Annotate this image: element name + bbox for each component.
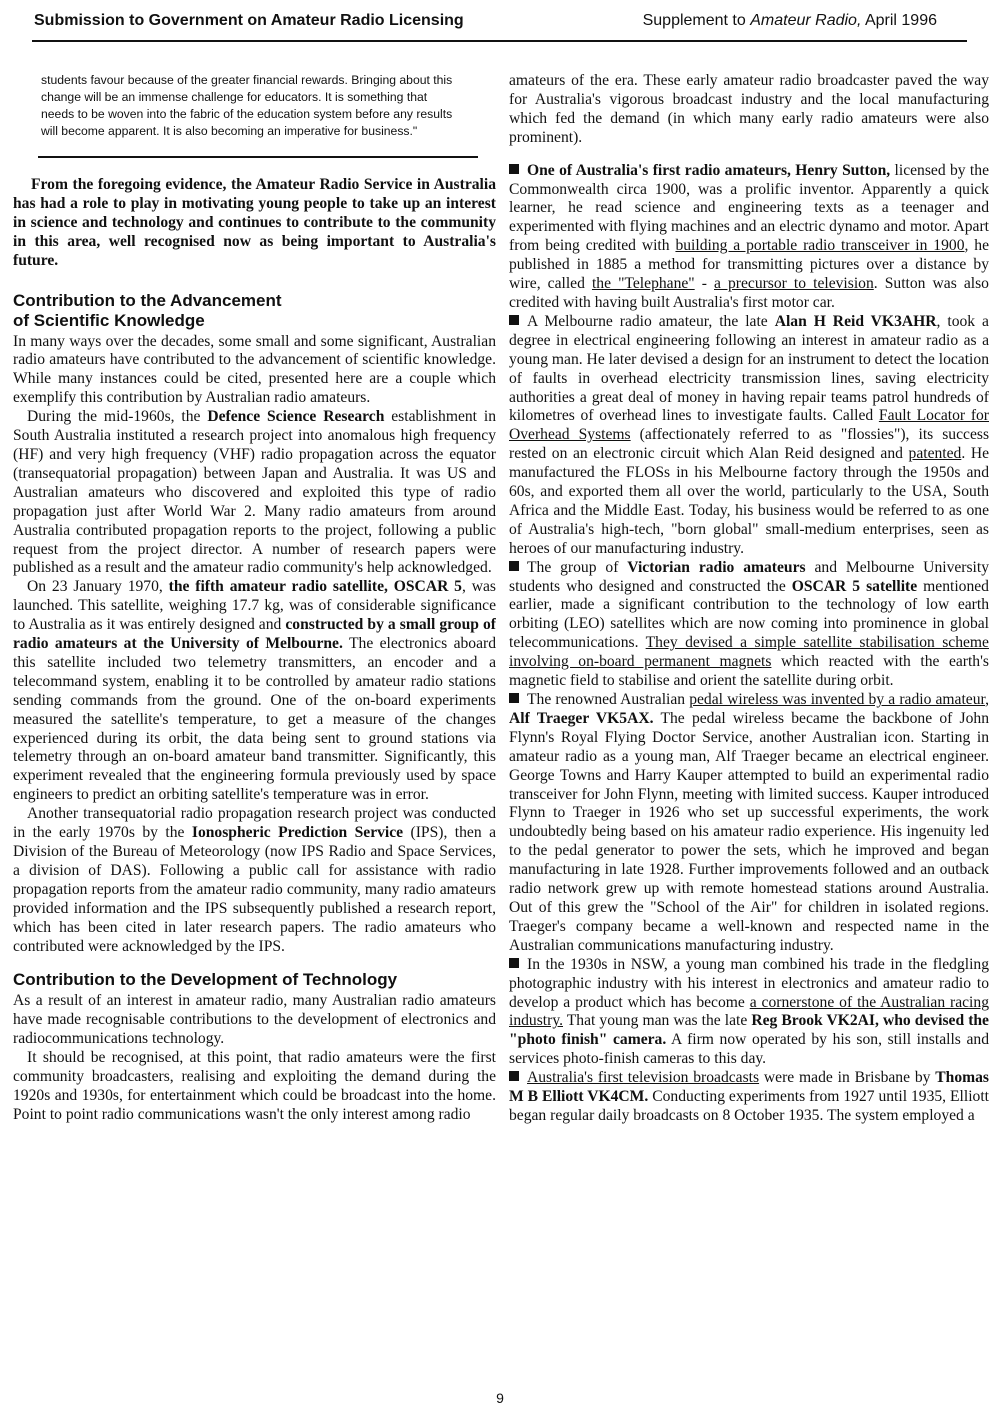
page-header <box>32 8 967 42</box>
bullet-paragraph: One of Australia's first radio amateurs, Henry Sutton, licensed by the Commonwealth circa 1900, was a prolific inventor. Apparently a quick learner, he read science and engineering texts as a teenager and experimented with flying machines and an electric dynamo and motor. Apart from being credited with building a portable radio transceiver in 1900, he published in 1885 a method for transmitting pictures over a distance by wire, called the "Telephane" - a precursor to television. Sutton was also credited with having built Australia's first motor car. <box>509 161 989 311</box>
header-publication: Supplement to Amateur Radio, April 1996 <box>642 12 937 29</box>
square-bullet-icon <box>509 958 519 968</box>
quote-block: students favour because of the greater financial rewards. Bringing about this change will be an immense challenge for educators. It is something that needs to be woven into the fabric of the education system before any results will become apparent. It is also becoming an imperative for business." <box>41 73 453 138</box>
square-bullet-icon <box>509 164 519 174</box>
right-column <box>509 72 989 1387</box>
lead-paragraph: From the foregoing evidence, the Amateur Radio Service in Australia has had a role to play in motivating young people to take up an interest in science and technology and continues to contribute to the community in this area, well recognised now as being important to Australia's future. <box>13 176 496 269</box>
bullet-paragraph: A Melbourne radio amateur, the late Alan H Reid VK3AHR, took a degree in electrical engineering following an interest in amateur radio as a young man. He later devised a design for an instrument to detect the location of faults in overhead electricity transmission lines, saving electricity authorities a great deal of money in having repair teams patrol hundreds of kilometres of overhead lines to investigate faults. Called Fault Locator for Overhead Systems (affectionately referred to as "flossies"), its success rested on an electronic circuit which Alan Reid designed and patented. He manufactured the FLOSs in his Melbourne factory through the 1950s and 60s, and exported them all over the world, particularly to the USA, South Africa and the Middle East. Today, his business would be referred to as one of Australia's high-tech, "born global" small-medium enterprises, seen as heroes of our manufacturing industry. <box>509 312 989 557</box>
header-title: Submission to Government on Amateur Radio Licensing <box>34 12 464 29</box>
bullet-paragraph: The group of Victorian radio amateurs and Melbourne University students who designed and constructed the OSCAR 5 satellite mentioned earlier, made a significant contribution to the technology of low earth orbiting (LEO) satellites which are now coming into prominence in global telecommunications. They devised a simple satellite stabilisation scheme involving on-board permanent magnets which reacted with the earth's magnetic field to stabilise and orient the satellite during orbit. <box>509 558 989 690</box>
divider-rule <box>38 156 478 158</box>
paragraph: Another transequatorial radio propagation research project was conducted in the early 1970s by the Ionospheric Prediction Service (IPS), then a Division of the Bureau of Meteorology (now IPS Radio and Space Services, a division of DAS). Following a public call for assistance with radio propagation reports from the amateur radio community, many radio amateurs provided information and the IPS subsequently published a research report, which has been cited in later research papers. The radio amateurs who contributed were acknowledged by the IPS. <box>13 805 496 955</box>
left-column <box>13 72 496 1387</box>
bullet-paragraph: Australia's first television broadcasts were made in Brisbane by Thomas M B Elliott VK4CM. Conducting experiments from 1927 until 1935, Elliott began regular daily broadcasts on 8 October 1935. The system employed a <box>509 1069 989 1124</box>
square-bullet-icon <box>509 315 519 325</box>
paragraph: On 23 January 1970, the fifth amateur radio satellite, OSCAR 5, was launched. This satellite, weighing 17.7 kg, was of considerable significance to Australia as it was entirely designed and constructed by a small group of radio amateurs at the University of Melbourne. The electronics aboard this satellite included two telemetry transmitters, an encoder and a telecommand system, enabling it to be controlled by amateur radio stations sending commands from the ground. One of the on-board experiments measured the satellite's temperature, to get a measure of the changes experienced during its orbit, the data being sent to ground stations via telemetry through an on-board amateur band transmitter. Significantly, this experiment revealed that the engineering formula previously used by space engineers to predict an orbiting satellite's temperature was in error. <box>13 578 496 804</box>
paragraph: It should be recognised, at this point, that radio amateurs were the first community broadcasters, realising and exploiting the demand during the 1920s and 1930s, for entertainment which could be broadcast into the home. Point to point radio communications wasn't the only interest among radio <box>13 1049 496 1123</box>
section-heading-scientific-knowledge: Contribution to the Advancement of Scientific Knowledge <box>13 290 282 330</box>
square-bullet-icon <box>509 561 519 571</box>
paragraph: amateurs of the era. These early amateur radio broadcaster paved the way for Australia's vigorous broadcast industry and the local manufacturing which fed the demand (in which many early radio amateurs were also prominent). <box>509 72 989 146</box>
page-number: 9 <box>496 1390 504 1406</box>
square-bullet-icon <box>509 693 519 703</box>
paragraph: As a result of an interest in amateur radio, many Australian radio amateurs have made recognisable contributions to the development of electronics and radiocommunications technology. <box>13 992 496 1048</box>
section-heading-technology: Contribution to the Development of Technology <box>13 970 398 990</box>
bullet-paragraph: In the 1930s in NSW, a young man combined his trade in the fledgling photographic industry with his interest in electronics and amateur radio to develop a product which has become a cornerstone of the Australian racing industry. That young man was the late Reg Brook VK2AI, who devised the "photo finish" camera. A firm now operated by his son, still installs and services photo-finish cameras to this day. <box>509 955 989 1068</box>
bullet-paragraph: The renowned Australian pedal wireless was invented by a radio amateur, Alf Traeger VK5AX. The pedal wireless became the backbone of John Flynn's Royal Flying Doctor Service, another Australian icon. Starting in amateur radio as a young man, Alf Traeger became an electrical engineer. George Towns and Harry Kauper attempted to build an experimental radio transceiver for John Flynn, meeting with limited success. Kauper introduced Flynn to Traeger in 1926 who set up successful experiments, the work undoubtedly being based on his amateur radio experience. His ingenuity led to the pedal generator to power the sets, which he improved and began manufacturing in late 1928. Further improvements followed and an outback radio network grew up with remote homestead stations around Australia. Out of this grew the "School of the Air" for children in isolated regions. Traeger's company became a well-known and respected name in the Australian communications manufacturing industry. <box>509 691 989 954</box>
paragraph: During the mid-1960s, the Defence Science Research establishment in South Australia instituted a research project into anomalous high frequency (HF) and very high frequency (VHF) radio propagation across the equator (transequatorial propagation) between Japan and Australia. It was US and Australian amateurs who discovered and exploited this type of radio propagation just after World War 2. Many radio amateurs from around Australia contributed propagation reports to the project, following a public request from the project director. A number of research papers were published as a result and the amateur radio community's help acknowledged. <box>13 408 496 577</box>
square-bullet-icon <box>509 1071 519 1081</box>
paragraph: In many ways over the decades, some small and some significant, Australian radio amateurs have contributed to the advancement of scientific knowledge. While many instances could be cited, presented here are a couple which exemplify this contribution by Australian radio amateurs. <box>13 332 496 407</box>
